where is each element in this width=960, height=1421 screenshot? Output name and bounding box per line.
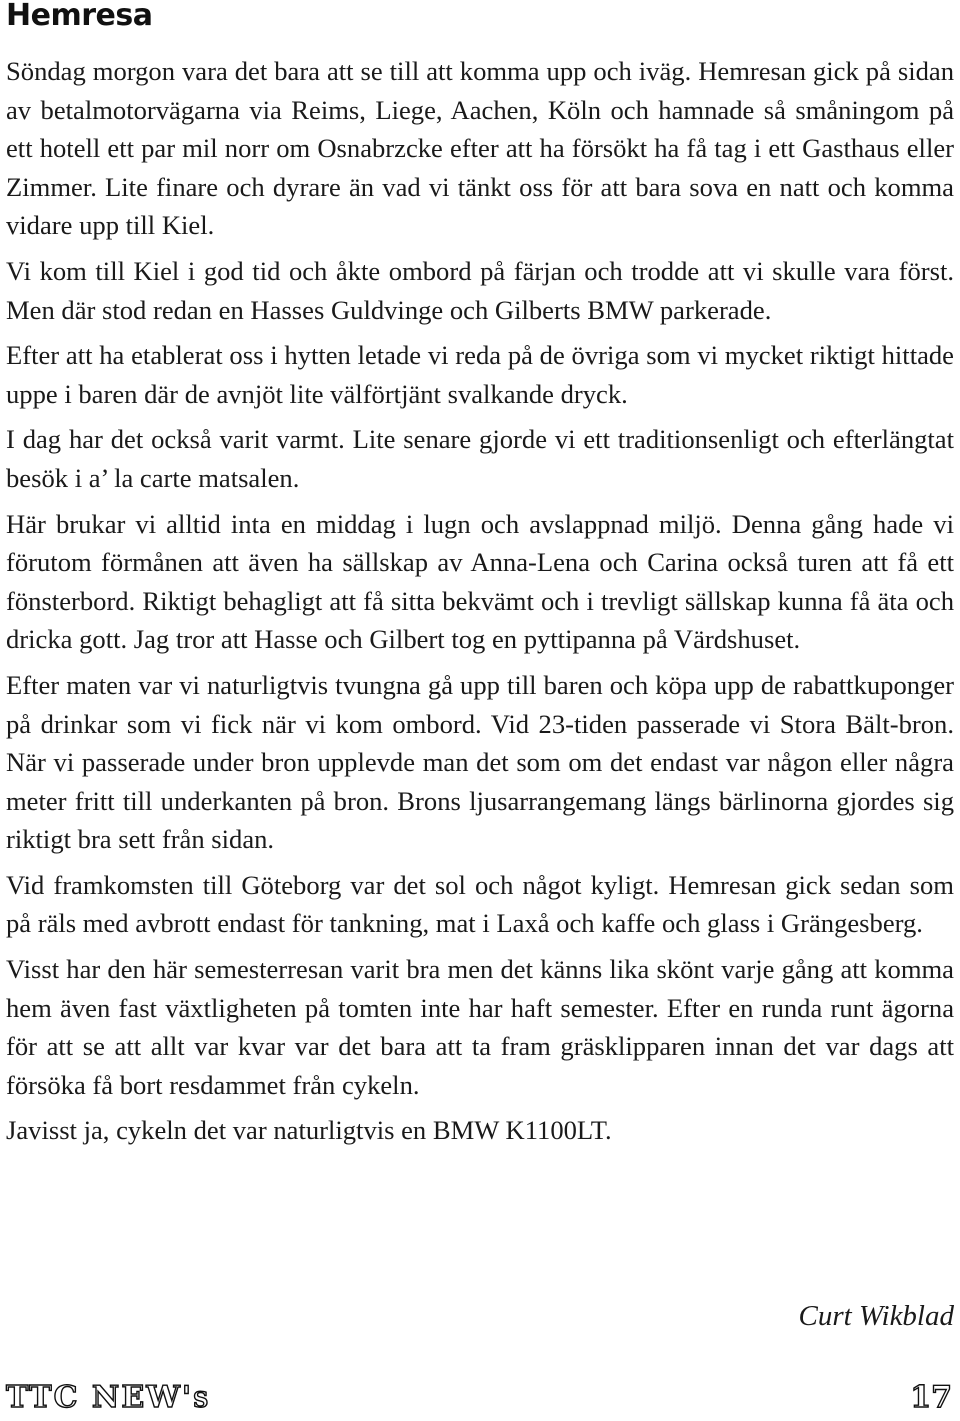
page-number: 17 — [910, 1380, 952, 1415]
publication-name: TTC NEW's — [6, 1380, 211, 1415]
paragraph: Efter maten var vi naturligtvis tvungna gå upp till baren och köpa upp de rabattkuponger på drinkar som vi fick när vi kom ombord. Vid 23-tiden passerade vi Stora Bält-bron. När vi passerade under bron upplevde man det som om det endast var någon eller några meter fritt till underkanten på bron. Brons ljusarrangemang längs bärlinorna gjordes sig riktigt bra sett från sidan. — [6, 669, 954, 855]
author-signature: Curt Wikblad — [798, 1300, 954, 1332]
paragraph: Vi kom till Kiel i god tid och åkte ombord på färjan och trodde att vi skulle vara först. Men där stod redan en Hasses Guldvinge och Gilberts BMW parkerade. — [6, 255, 954, 325]
article-title: Hemresa — [6, 0, 153, 33]
paragraph: Javisst ja, cykeln det var naturligtvis en BMW K1100LT. — [6, 1115, 612, 1146]
paragraph: Efter att ha etablerat oss i hytten letade vi reda på de övriga som vi mycket riktigt hittade uppe i baren där de avnjöt lite välförtjänt svalkande dryck. — [6, 340, 954, 409]
paragraph: Vid framkomsten till Göteborg var det sol och något kyligt. Hemresan gick sedan som på räls med avbrott endast för tankning, mat i Laxå och kaffe och glass i Grängesberg. — [6, 869, 954, 939]
paragraph: Här brukar vi alltid inta en middag i lugn och avslappnad miljö. Denna gång hade vi förutom förmånen att även ha sällskap av Anna-Lena och Carina också turen att få ett fönsterbord. Riktigt behagligt att få sitta bekvämt och i trevligt sällskap kunna få äta och dricka gott. Jag tror att Hasse och Gilbert tog en pyttipanna på Värdshuset. — [6, 508, 954, 655]
article-body — [6, 52, 954, 1157]
paragraph: Visst har den här semesterresan varit bra men det känns lika skönt varje gång att komma hem även fast växtligheten på tomten inte har haft semester. Efter en runda runt ägorna för att se att allt var kvar var det bara att ta fram gräsklipparen innan det var dags att försöka få bort resdammet från cykeln. — [6, 954, 954, 1100]
paragraph: I dag har det också varit varmt. Lite senare gjorde vi ett traditionsenligt och efterlängtat besök i a’ la carte matsalen. — [6, 424, 954, 493]
paragraph: Söndag morgon vara det bara att se till att komma upp och iväg. Hemresan gick på sidan av betalmotorvägarna via Reims, Liege, Aachen, Köln och hamnade så småningom på ett hotell ett par mil norr om Osnabrzcke efter att ha försökt ha få tag i ett Gasthaus eller Zimmer. Lite finare och dyrare än vad vi tänkt oss för att bara sova en natt och komma vidare upp till Kiel. — [6, 56, 954, 241]
